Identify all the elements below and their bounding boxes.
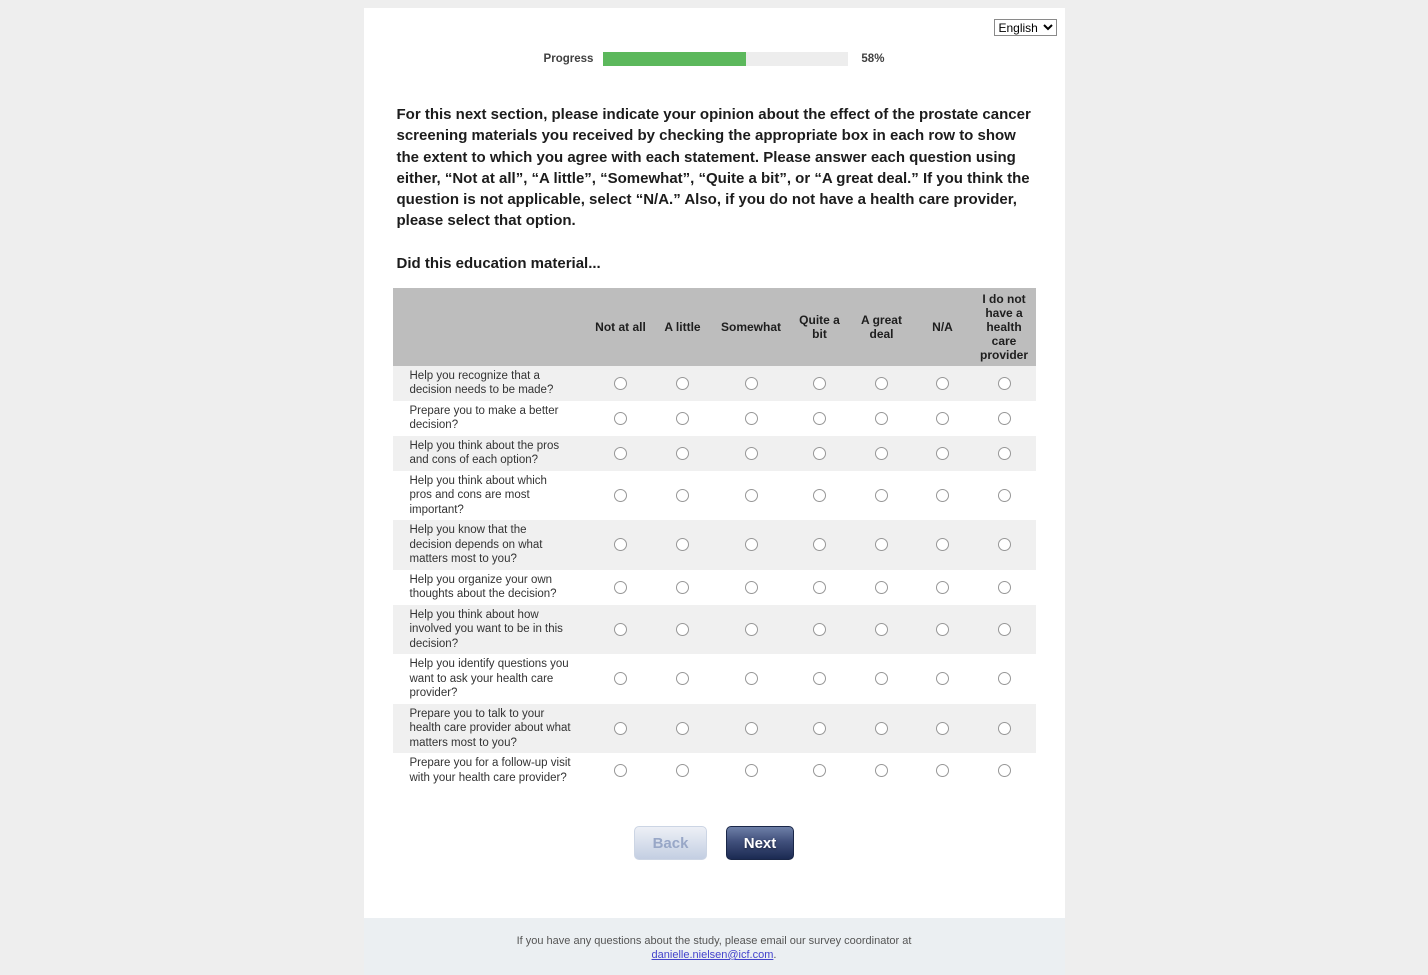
radio-button[interactable] bbox=[998, 722, 1011, 735]
radio-button[interactable] bbox=[813, 412, 826, 425]
option-cell bbox=[851, 366, 913, 401]
radio-button[interactable] bbox=[676, 672, 689, 685]
option-cell bbox=[714, 570, 789, 605]
table-row bbox=[393, 570, 1036, 605]
radio-button[interactable] bbox=[875, 447, 888, 460]
option-cell bbox=[913, 570, 973, 605]
radio-button[interactable] bbox=[875, 538, 888, 551]
option-cell bbox=[973, 654, 1036, 704]
option-column-header: Quite a bit bbox=[789, 288, 851, 366]
radio-button[interactable] bbox=[614, 538, 627, 551]
option-cell bbox=[789, 704, 851, 754]
option-cell bbox=[714, 654, 789, 704]
radio-button[interactable] bbox=[676, 581, 689, 594]
option-cell bbox=[590, 366, 652, 401]
option-cell bbox=[590, 401, 652, 436]
option-cell bbox=[590, 570, 652, 605]
option-cell bbox=[973, 401, 1036, 436]
question-heading: Did this education material... bbox=[396, 254, 601, 272]
option-cell bbox=[789, 570, 851, 605]
option-cell bbox=[913, 704, 973, 754]
option-cell bbox=[714, 753, 789, 788]
radio-button[interactable] bbox=[745, 672, 758, 685]
radio-button[interactable] bbox=[813, 722, 826, 735]
coordinator-email-link[interactable]: danielle.nielsen@icf.com bbox=[651, 949, 774, 961]
radio-button[interactable] bbox=[875, 623, 888, 636]
option-cell bbox=[973, 366, 1036, 401]
radio-button[interactable] bbox=[813, 377, 826, 390]
radio-button[interactable] bbox=[936, 489, 949, 502]
option-cell bbox=[590, 753, 652, 788]
language-row bbox=[364, 19, 1065, 35]
radio-button[interactable] bbox=[745, 623, 758, 636]
option-cell bbox=[714, 401, 789, 436]
radio-button[interactable] bbox=[676, 447, 689, 460]
navigation-buttons bbox=[364, 826, 1065, 860]
question-cell: Help you organize your own thoughts about the decision? bbox=[409, 573, 557, 601]
option-cell bbox=[590, 436, 652, 471]
question-cell: Prepare you for a follow-up visit with your health care provider? bbox=[409, 757, 571, 784]
table-row bbox=[393, 704, 1036, 754]
table-row bbox=[393, 471, 1036, 521]
progress-row bbox=[364, 52, 1065, 66]
radio-button[interactable] bbox=[875, 764, 888, 777]
option-cell bbox=[652, 570, 714, 605]
option-cell bbox=[652, 753, 714, 788]
radio-button[interactable] bbox=[676, 489, 689, 502]
option-cell bbox=[652, 605, 714, 655]
option-cell bbox=[714, 471, 789, 521]
matrix-header-row bbox=[393, 288, 1036, 366]
back-button[interactable]: Back bbox=[634, 826, 707, 860]
radio-button[interactable] bbox=[676, 764, 689, 777]
table-row bbox=[393, 605, 1036, 655]
option-cell bbox=[851, 704, 913, 754]
question-cell: Help you think about the pros and cons of each option? bbox=[409, 439, 560, 467]
radio-button[interactable] bbox=[813, 581, 826, 594]
option-cell bbox=[590, 654, 652, 704]
language-select[interactable] bbox=[994, 19, 1057, 36]
radio-button[interactable] bbox=[875, 722, 888, 735]
radio-button[interactable] bbox=[745, 489, 758, 502]
option-cell bbox=[652, 436, 714, 471]
matrix-table-wrap bbox=[393, 288, 1065, 789]
radio-button[interactable] bbox=[875, 489, 888, 502]
option-cell bbox=[590, 704, 652, 754]
option-cell bbox=[652, 520, 714, 570]
radio-button[interactable] bbox=[936, 538, 949, 551]
radio-button[interactable] bbox=[676, 377, 689, 390]
radio-button[interactable] bbox=[813, 447, 826, 460]
radio-button[interactable] bbox=[676, 412, 689, 425]
option-cell bbox=[590, 520, 652, 570]
option-cell bbox=[851, 520, 913, 570]
option-cell bbox=[973, 520, 1036, 570]
radio-button[interactable] bbox=[936, 581, 949, 594]
radio-button[interactable] bbox=[998, 581, 1011, 594]
radio-button[interactable] bbox=[614, 447, 627, 460]
option-column-header: N/A bbox=[913, 288, 973, 366]
option-cell bbox=[913, 753, 973, 788]
option-cell bbox=[714, 704, 789, 754]
progress-bar-fill bbox=[603, 52, 745, 66]
radio-button[interactable] bbox=[813, 623, 826, 636]
option-cell bbox=[590, 605, 652, 655]
option-cell bbox=[973, 753, 1036, 788]
radio-button[interactable] bbox=[614, 377, 627, 390]
survey-card bbox=[364, 8, 1065, 918]
radio-button[interactable] bbox=[676, 722, 689, 735]
radio-button[interactable] bbox=[936, 447, 949, 460]
radio-button[interactable] bbox=[936, 412, 949, 425]
table-row bbox=[393, 520, 1036, 570]
progress-percent: 58% bbox=[861, 53, 885, 65]
radio-button[interactable] bbox=[745, 412, 758, 425]
option-cell bbox=[590, 471, 652, 521]
radio-button[interactable] bbox=[745, 538, 758, 551]
question-cell: Prepare you to talk to your health care provider about what matters most to you? bbox=[409, 707, 571, 749]
option-cell bbox=[789, 366, 851, 401]
radio-button[interactable] bbox=[745, 581, 758, 594]
option-cell bbox=[913, 654, 973, 704]
radio-button[interactable] bbox=[998, 412, 1011, 425]
option-cell bbox=[652, 704, 714, 754]
option-cell bbox=[913, 401, 973, 436]
radio-button[interactable] bbox=[998, 447, 1011, 460]
radio-button[interactable] bbox=[614, 581, 627, 594]
matrix-table bbox=[393, 288, 1036, 789]
radio-button[interactable] bbox=[998, 623, 1011, 636]
question-cell: Help you identify questions you want to ask your health care provider? bbox=[409, 658, 569, 700]
table-row bbox=[393, 366, 1036, 401]
radio-button[interactable] bbox=[936, 722, 949, 735]
footer-text: If you have any questions about the study, please email our survey coordinator at bbox=[516, 935, 912, 947]
footer-period: . bbox=[773, 949, 777, 961]
option-cell bbox=[973, 471, 1036, 521]
option-cell bbox=[973, 704, 1036, 754]
option-column-header: I do not have a health care provider bbox=[973, 288, 1036, 366]
radio-button[interactable] bbox=[614, 764, 627, 777]
radio-button[interactable] bbox=[614, 412, 627, 425]
option-column-header: Somewhat bbox=[714, 288, 789, 366]
option-cell bbox=[973, 570, 1036, 605]
radio-button[interactable] bbox=[745, 722, 758, 735]
option-cell bbox=[913, 366, 973, 401]
radio-button[interactable] bbox=[875, 377, 888, 390]
radio-button[interactable] bbox=[745, 377, 758, 390]
option-cell bbox=[789, 520, 851, 570]
option-column-header: A great deal bbox=[851, 288, 913, 366]
radio-button[interactable] bbox=[614, 623, 627, 636]
option-cell bbox=[789, 605, 851, 655]
option-cell bbox=[714, 605, 789, 655]
option-cell bbox=[851, 753, 913, 788]
option-cell bbox=[851, 401, 913, 436]
option-cell bbox=[913, 520, 973, 570]
table-row bbox=[393, 654, 1036, 704]
option-cell bbox=[913, 436, 973, 471]
option-cell bbox=[652, 366, 714, 401]
option-cell bbox=[652, 471, 714, 521]
radio-button[interactable] bbox=[614, 672, 627, 685]
radio-button[interactable] bbox=[936, 672, 949, 685]
option-cell bbox=[973, 605, 1036, 655]
question-cell: Help you know that the decision depends on what matters most to you? bbox=[409, 524, 543, 566]
option-cell bbox=[789, 436, 851, 471]
radio-button[interactable] bbox=[936, 764, 949, 777]
option-cell bbox=[714, 366, 789, 401]
radio-button[interactable] bbox=[813, 538, 826, 551]
question-cell: Prepare you to make a better decision? bbox=[409, 404, 559, 432]
option-cell bbox=[851, 570, 913, 605]
radio-button[interactable] bbox=[875, 581, 888, 594]
option-cell bbox=[714, 436, 789, 471]
question-cell: Help you recognize that a decision needs to be made? bbox=[409, 369, 554, 397]
table-row bbox=[393, 753, 1036, 788]
option-cell bbox=[789, 471, 851, 521]
radio-button[interactable] bbox=[998, 489, 1011, 502]
radio-button[interactable] bbox=[936, 623, 949, 636]
option-cell bbox=[789, 654, 851, 704]
radio-button[interactable] bbox=[998, 764, 1011, 777]
radio-button[interactable] bbox=[745, 764, 758, 777]
radio-button[interactable] bbox=[676, 538, 689, 551]
option-cell bbox=[913, 605, 973, 655]
survey-column bbox=[364, 8, 1065, 975]
option-cell bbox=[913, 471, 973, 521]
option-column-header: Not at all bbox=[590, 288, 652, 366]
instructions-text: For this next section, please indicate your opinion about the effect of the prostate cancer screening materials you received by checking the appropriate box in each row to show the extent to which you agree with each statement. Please answer each question using either, “Not at all”, “A little”, “Somewhat”, “Quite a bit”, or “A great deal.” If you think the question is not applicable, select “N/A.” Also, if you do not have a health care provider, please select that option. bbox=[396, 106, 1031, 230]
option-cell bbox=[851, 654, 913, 704]
progress-label: Progress bbox=[543, 53, 594, 65]
radio-button[interactable] bbox=[813, 764, 826, 777]
option-cell bbox=[973, 436, 1036, 471]
radio-button[interactable] bbox=[813, 489, 826, 502]
next-button[interactable]: Next bbox=[726, 826, 794, 860]
table-row bbox=[393, 436, 1036, 471]
radio-button[interactable] bbox=[998, 538, 1011, 551]
radio-button[interactable] bbox=[676, 623, 689, 636]
option-cell bbox=[789, 753, 851, 788]
radio-button[interactable] bbox=[614, 722, 627, 735]
radio-button[interactable] bbox=[745, 447, 758, 460]
radio-button[interactable] bbox=[614, 489, 627, 502]
radio-button[interactable] bbox=[875, 672, 888, 685]
option-cell bbox=[789, 401, 851, 436]
option-cell bbox=[851, 471, 913, 521]
radio-button[interactable] bbox=[998, 377, 1011, 390]
question-column-header bbox=[393, 288, 590, 366]
radio-button[interactable] bbox=[875, 412, 888, 425]
option-column-header: A little bbox=[652, 288, 714, 366]
table-row bbox=[393, 401, 1036, 436]
radio-button[interactable] bbox=[998, 672, 1011, 685]
radio-button[interactable] bbox=[936, 377, 949, 390]
option-cell bbox=[652, 654, 714, 704]
radio-button[interactable] bbox=[813, 672, 826, 685]
option-cell bbox=[851, 436, 913, 471]
option-cell bbox=[851, 605, 913, 655]
option-cell bbox=[714, 520, 789, 570]
progress-bar-track bbox=[603, 52, 848, 66]
question-cell: Help you think about which pros and cons are most important? bbox=[409, 474, 547, 516]
question-cell: Help you think about how involved you want to be in this decision? bbox=[409, 608, 563, 650]
option-cell bbox=[652, 401, 714, 436]
page-footer bbox=[364, 918, 1065, 975]
